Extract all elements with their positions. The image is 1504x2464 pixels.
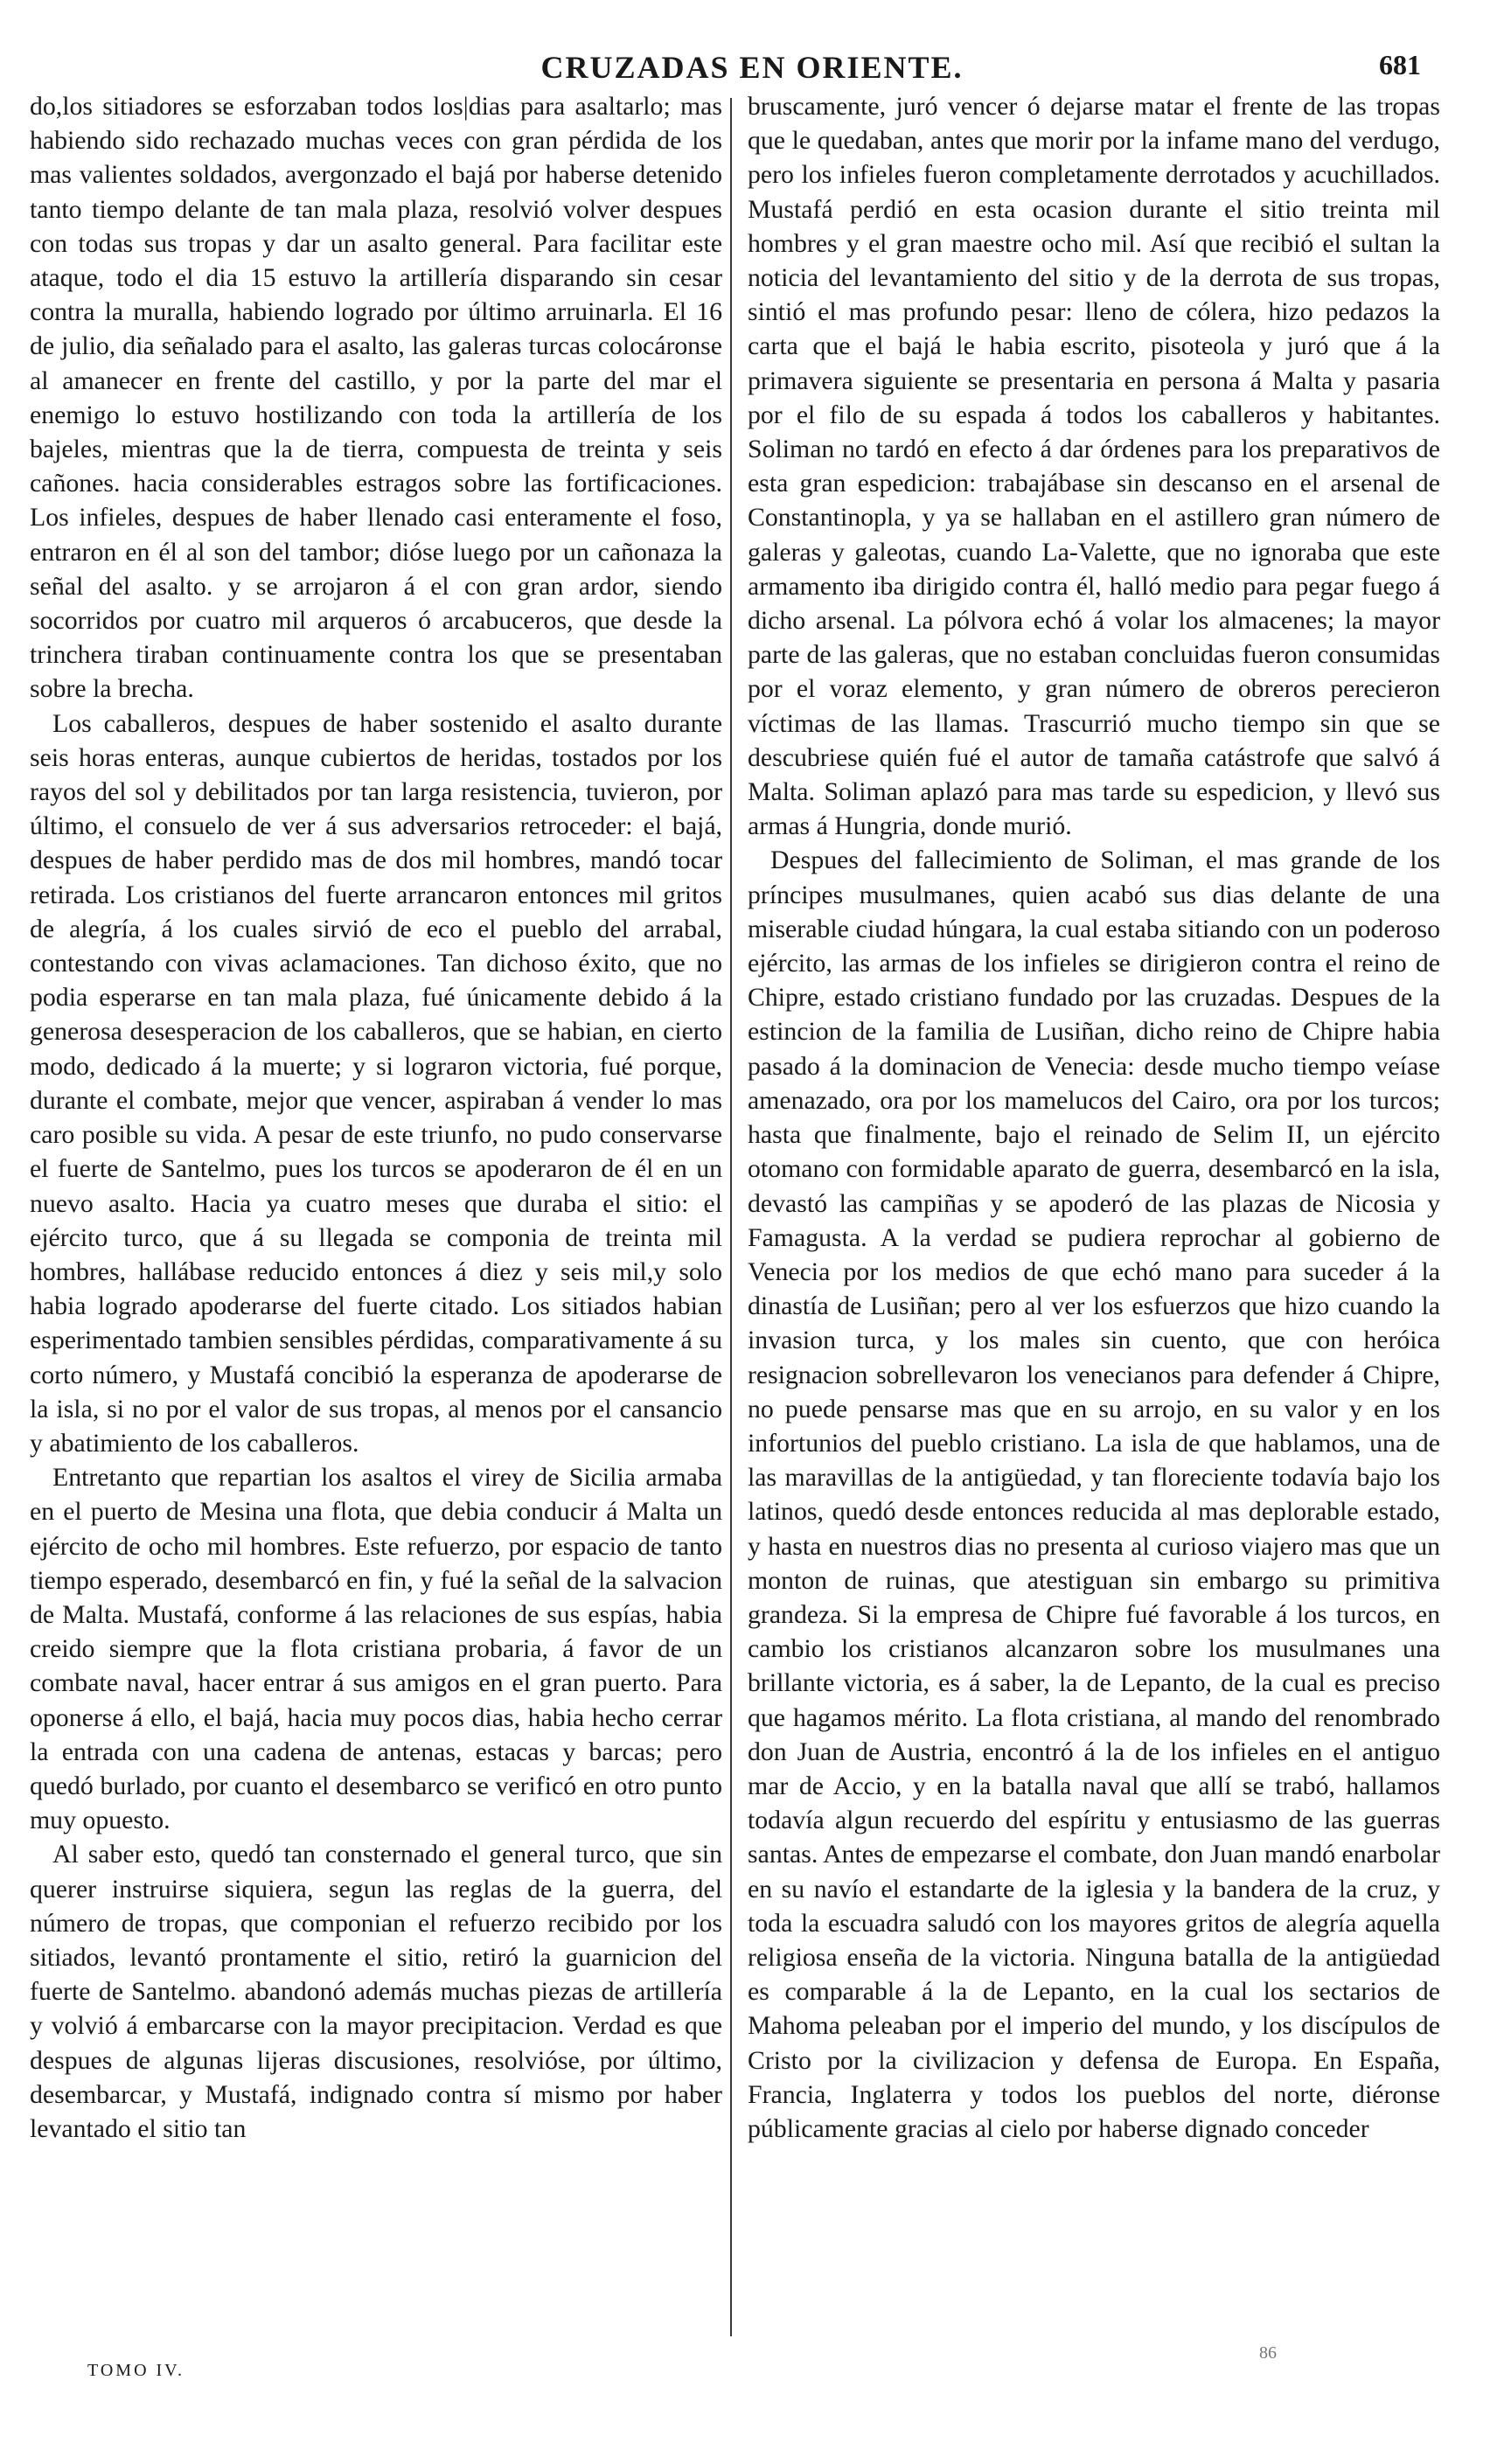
- running-head: [0, 42, 1504, 86]
- page-number: 681: [1379, 49, 1421, 80]
- column-divider: [730, 98, 732, 2336]
- volume-mark: TOMO IV.: [87, 2361, 185, 2380]
- paragraph: Despues del fallecimiento de Soliman, el mas grande de los príncipes musulmanes, quien acabó sus dias delante de una miserable ciudad húngara, la cual estaba sitiando con un poderoso ejército, las armas de los infieles se dirigieron contra el reino de Chipre, estado cristiano fundado por las cruzadas. Despues de la estincion de la familia de Lusiñan, dicho reino de Chipre habia pasado á la dominacion de Venecia: desde mucho tiempo veíase amenazado, ora por los mamelucos del Cairo, ora por los turcos; hasta que finalmente, bajo el reinado de Selim II, un ejército otomano con formidable aparato de guerra, desembarcó en la isla, devastó las campiñas y se apoderó de las plazas de Nicosia y Famagusta. A la verdad se pudiera reprochar al gobierno de Venecia por los medios de que echó mano para suceder á la dinastía de Lusiñan; pero al ver los esfuerzos que hizo cuando la invasion turca, y los males sin cuento, que con heróica resignacion sobrellevaron los venecianos para defender á Chipre, no puede pensarse mas que en su arrojo, en su valor y en los infortunios del pueblo cristiano. La isla de que hablamos, una de las maravillas de la antigüedad, y tan floreciente todavía bajo los latinos, quedó desde entonces reducida al mas deplorable estado, y hasta en nuestros dias no presenta al curioso viajero mas que un monton de ruinas, que atestiguan sin embargo su primitiva grandeza. Si la empresa de Chipre fué favorable á los turcos, en cambio los cristianos alcanzaron sobre los musulmanes una brillante victoria, es á saber, la de Lepanto, de la cual es preciso que hagamos mérito. La flota cristiana, al mando del renombrado don Juan de Austria, encontró á la de los infieles en el antiguo mar de Accio, y en la batalla naval que allí se trabó, hallamos todavía algun recuerdo del espíritu y entusiasmo de las guerras santas. Antes de empezarse el combate, don Juan mandó enarbolar en su navío el estandarte de la iglesia y la bandera de la cruz, y toda la escuadra saludó con los mayores gritos de alegría aquella religiosa enseña de la victoria. Ninguna batalla de la antigüedad es comparable á la de Lepanto, en la cual los sectarios de Mahoma peleaban por el imperio del mundo, y los discípulos de Cristo por la civilizacion y defensa de Europa. En España, Francia, Inglaterra y todos los pueblos del norte, diéronse públicamente gracias al cielo por haberse dignado conceder: [748, 846, 1440, 2143]
- paragraph: bruscamente, juró vencer ó dejarse matar el frente de las tropas que le quedaban, antes que morir por la infame mano del verdugo, pero los infieles fueron completamente derrotados y acuchillados. Mustafá perdió en esta ocasion durante el sitio treinta mil hombres y el gran maestre ocho mil. Así que recibió el sultan la noticia del levantamiento del sitio y de la derrota de sus tropas, sintió el mas profundo pesar: lleno de cólera, hizo pedazos la carta que el bajá le habia escrito, pisoteola y juró que á la primavera siguiente se presentaria en persona á Malta y pasaria por el filo de su espada á todos los caballeros y habitantes. Soliman no tardó en efecto á dar órdenes para los preparativos de esta gran espedicion: trabajábase sin descanso en el arsenal de Constantinopla, y ya se hallaban en el astillero gran número de galeras y galeotas, cuando La-Valette, que no ignoraba que este armamento iba dirigido contra él, halló medio para pegar fuego á dicho arsenal. La pólvora echó á volar los almacenes; la mayor parte de las galeras, que no estaban concluidas fueron consumidas por el voraz elemento, y gran número de obreros perecieron víctimas de las llamas. Trascurrió mucho tiempo sin que se descubriese quién fué el autor de tamaña catástrofe que salvó á Malta. Soliman aplazó para mas tarde su espedicion, y llevó sus armas á Hungria, donde murió.: [748, 92, 1440, 841]
- signature-mark: 86: [1259, 2343, 1277, 2363]
- paragraph: Entretanto que repartian los asaltos el virey de Sicilia armaba en el puerto de Mesina una flota, que debia conducir á Malta un ejército de ocho mil hombres. Este refuerzo, por espacio de tanto tiempo esperado, desembarcó en fin, y fué la señal de la salvacion de Malta. Mustafá, conforme á las relaciones de sus espías, habia creido siempre que la flota cristiana probaria, á favor de un combate naval, hacer entrar á sus amigos en el gran puerto. Para oponerse á ello, el bajá, hacia muy pocos dias, habia hecho cerrar la entrada con una cadena de antenas, estacas y barcas; pero quedó burlado, por cuanto el desembarco se verificó en otro punto muy opuesto.: [30, 1463, 722, 1835]
- right-column: [748, 89, 1440, 2146]
- paragraph: Al saber esto, quedó tan consternado el general turco, que sin querer instruirse siquiera, segun las reglas de la guerra, del número de tropas, que componian el refuerzo recibido por los sitiados, levantó prontamente el sitio, retiró la guarnicion del fuerte de Santelmo. abandonó además muchas piezas de artillería y volvió á embarcarse con la mayor precipitacion. Verdad es que despues de algunas lijeras discusiones, resolvióse, por último, desembarcar, y Mustafá, indignado contra sí mismo por haber levantado el sitio tan: [30, 1840, 722, 2143]
- running-title: CRUZADAS EN ORIENTE.: [540, 50, 964, 85]
- paragraph: do,los sitiadores se esforzaban todos los|dias para asaltarlo; mas habiendo sido rechazado muchas veces con gran pérdida de los mas valientes soldados, avergonzado el bajá por haberse detenido tanto tiempo delante de tan mala plaza, resolvió volver despues con todas sus tropas y dar un asalto general. Para facilitar este ataque, todo el dia 15 estuvo la artillería disparando sin cesar contra la muralla, habiendo logrado por último arruinarla. El 16 de julio, dia señalado para el asalto, las galeras turcas colocáronse al amanecer en frente del castillo, y por la parte del mar el enemigo lo estuvo hostilizando con toda la artillería de los bajeles, mientras que la de tierra, compuesta de treinta y seis cañones. hacia considerables estragos sobre las fortificaciones. Los infieles, despues de haber llenado casi enteramente el foso, entraron en él al son del tambor; dióse luego por un cañonaza la señal del asalto. y se arrojaron á el con gran ardor, siendo socorridos por cuatro mil arqueros ó arcabuceros, que desde la trinchera tiraban continuamente contra los que se presentaban sobre la brecha.: [30, 92, 722, 704]
- left-column: [30, 89, 722, 2146]
- paragraph: Los caballeros, despues de haber sostenido el asalto durante seis horas enteras, aunque cubiertos de heridas, tostados por los rayos del sol y debilitados por tan larga resistencia, tuvieron, por último, el consuelo de ver á sus adversarios retroceder: el bajá, despues de haber perdido mas de dos mil hombres, mandó tocar retirada. Los cristianos del fuerte arrancaron entonces mil gritos de alegría, á los cuales sirvió de eco el pueblo del arrabal, contestando con vivas aclamaciones. Tan dichoso éxito, que no podia esperarse en tan mala plaza, fué únicamente debido á la generosa desesperacion de los caballeros, que se habian, en cierto modo, dedicado á la muerte; y si lograron victoria, fué porque, durante el combate, mejor que vencer, aspiraban á vender lo mas caro posible su vida. A pesar de este triunfo, no pudo conservarse el fuerte de Santelmo, pues los turcos se apoderaron de él en un nuevo asalto. Hacia ya cuatro meses que duraba el sitio: el ejército turco, que á su llegada se componia de treinta mil hombres, hallábase reducido entonces á diez y seis mil,y solo habia logrado apoderarse del fuerte citado. Los sitiados habian esperimentado tambien sensibles pérdidas, comparativamente á su corto número, y Mustafá concibió la esperanza de apoderarse de la isla, si no por el valor de sus tropas, al menos por el cansancio y abatimiento de los caballeros.: [30, 708, 722, 1458]
